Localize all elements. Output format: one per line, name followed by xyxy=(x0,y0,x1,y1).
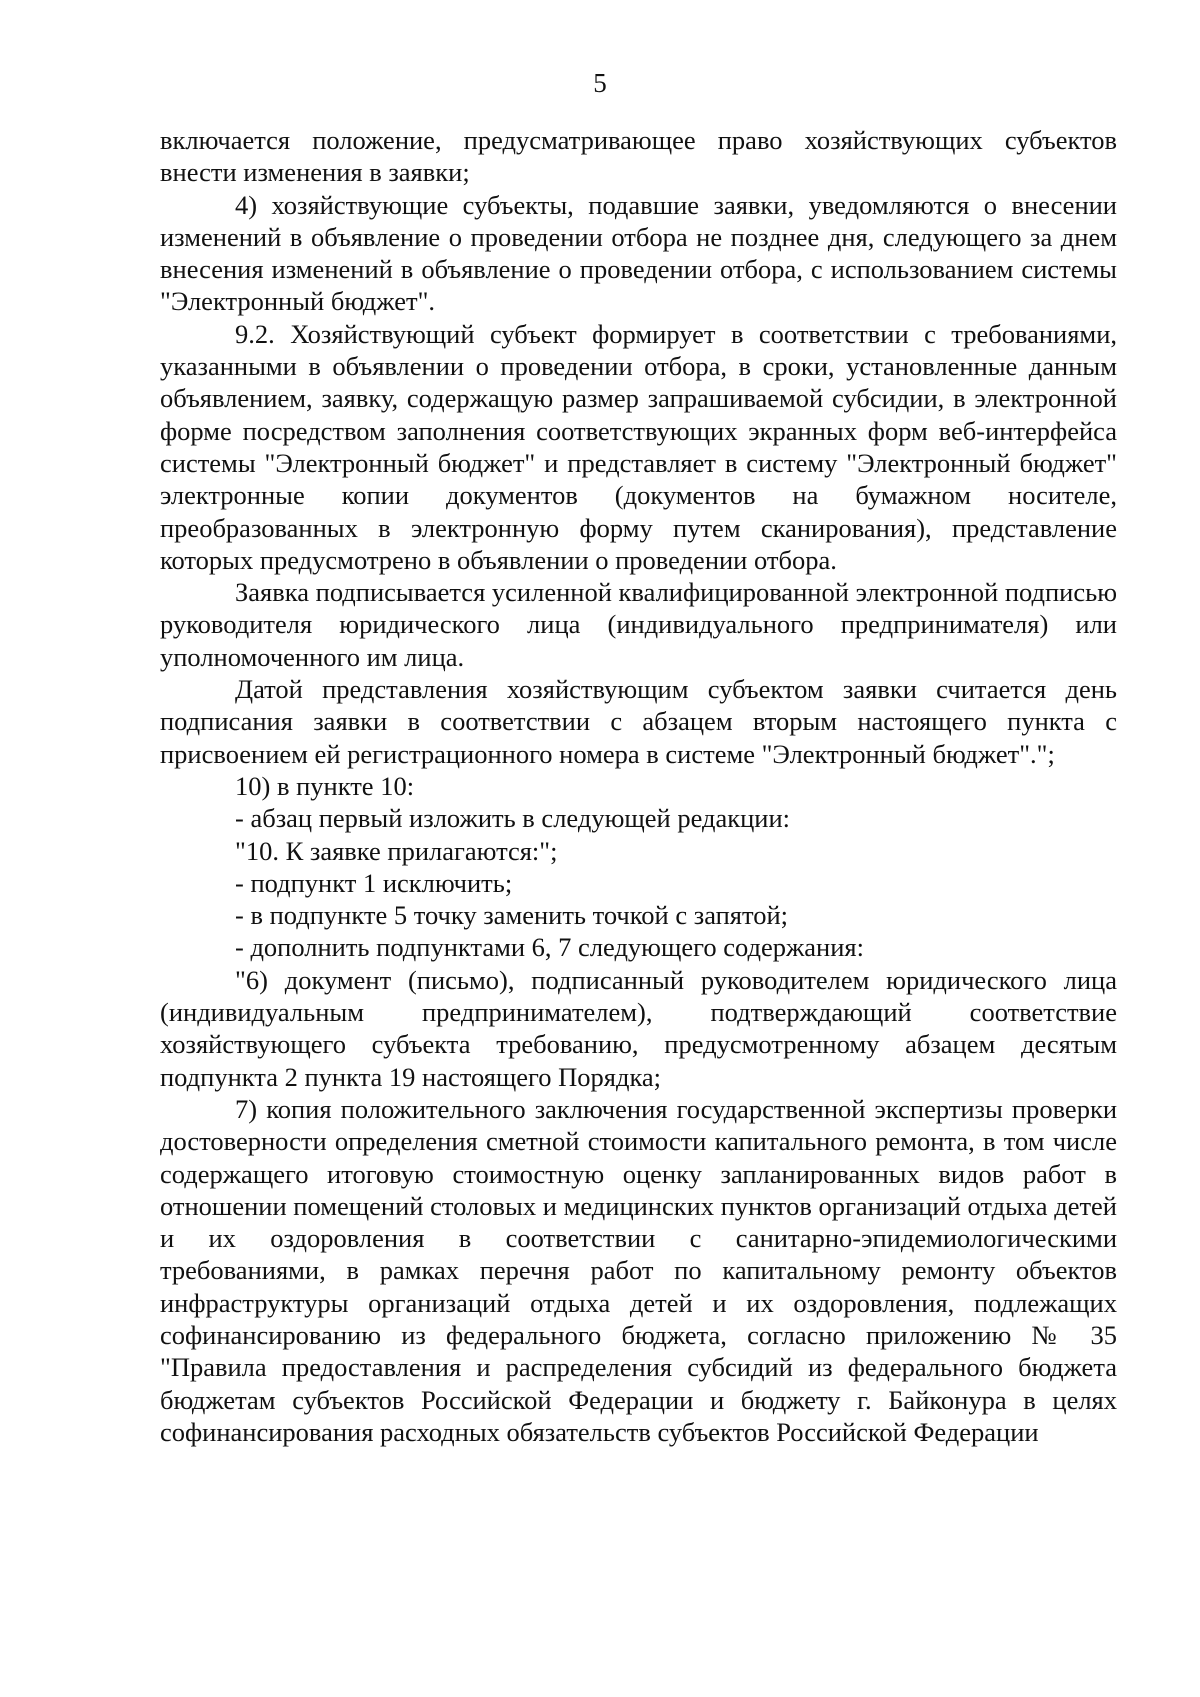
paragraph-6: 10) в пункте 10: xyxy=(235,770,415,801)
paragraph-2: 4) хозяйствующие субъекты, подавшие заявки, уведомляются о внесении изменений в объявление о проведении отбора не позднее дня, следующего за днем внесения изменений в объявление о проведении отбора, с использованием системы "Электронный бюджет". xyxy=(160,189,1117,317)
paragraph-5: Датой представления хозяйствующим субъектом заявки считается день подписания заявки в соответствии с абзацем вторым настоящего пункта с присвоением ей регистрационного номера в системе "Электронный бюджет"."; xyxy=(160,674,1117,769)
paragraph-3: 9.2. Хозяйствующий субъект формирует в соответствии с требованиями, указанными в объявлении о проведении отбора, в сроки, установленные данным объявлением, заявку, содержащую размер запрашиваемой субсидии, в электронной форме посредством заполнения соответствующих экранных форм веб-интерфейса системы "Электронный бюджет" и представляет в систему "Электронный бюджет" электронные копии документов (документов на бумажном носителе, преобразованных в электронную форму путем сканирования), представление которых предусмотрено в объявлении о проведении отбора. xyxy=(160,318,1117,575)
paragraph-4: Заявка подписывается усиленной квалифицированной электронной подписью руководителя юридического лица (индивидуального предпринимателя) или уполномоченного им лица. xyxy=(160,577,1117,672)
paragraph-11: - дополнить подпунктами 6, 7 следующего содержания: xyxy=(235,932,864,963)
paragraph-12: "6) документ (письмо), подписанный руководителем юридического лица (индивидуальным предпринимателем), подтверждающий соответствие хозяйствующего субъекта требованию, предусмотренному абзацем десятым подпункта 2 пункта 19 настоящего Порядка; xyxy=(160,964,1117,1092)
paragraph-9: - подпункт 1 исключить; xyxy=(235,867,513,898)
document-body xyxy=(160,124,1117,1448)
paragraph-1: включается положение, предусматривающее право хозяйствующих субъектов внести изменения в заявки; xyxy=(160,125,1117,188)
paragraph-13: 7) копия положительного заключения государственной экспертизы проверки достоверности определения сметной стоимости капитального ремонта, в том числе содержащего итоговую стоимостную оценку запланированных видов работ в отношении помещений столовых и медицинских пунктов организаций отдыха детей и их оздоровления в соответствии с санитарно-эпидемиологическими требованиями, в рамках перечня работ по капитальному ремонту объектов инфраструктуры организаций отдыха детей и их оздоровления, подлежащих софинансированию из федерального бюджета, согласно приложению № 35 "Правила предоставления и распределения субсидий из федерального бюджета бюджетам субъектов Российской Федерации и бюджету г. Байконура в целях софинансирования расходных обязательств субъектов Российской Федерации xyxy=(160,1093,1117,1447)
page-number: 5 xyxy=(593,68,607,98)
paragraph-10: - в подпункте 5 точку заменить точкой с запятой; xyxy=(235,900,789,931)
paragraph-8: "10. К заявке прилагаются:"; xyxy=(235,835,558,866)
paragraph-7: - абзац первый изложить в следующей редакции: xyxy=(235,803,791,834)
